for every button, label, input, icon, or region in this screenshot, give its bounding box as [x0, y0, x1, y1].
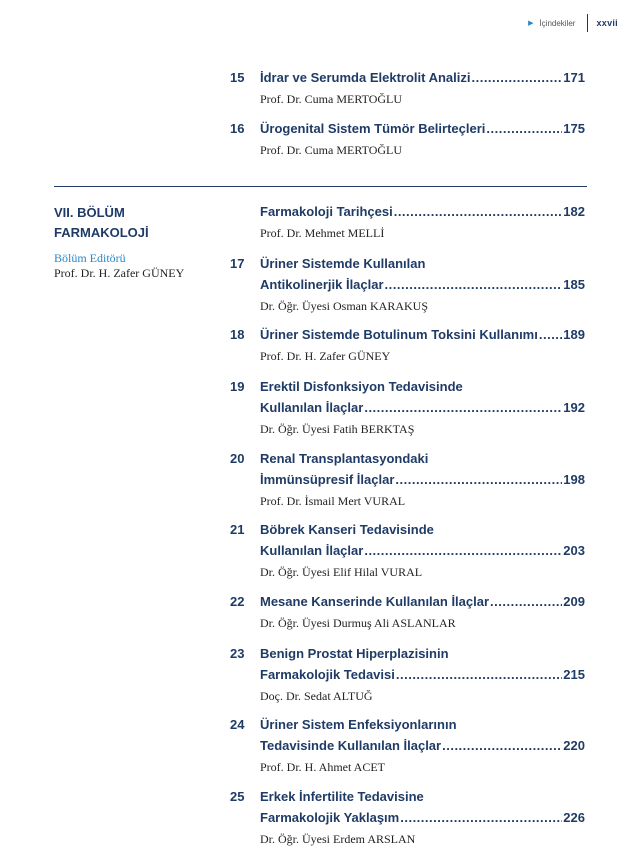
page-ref: 215 [563, 667, 585, 682]
chapter-author: Prof. Dr. Mehmet MELLİ [260, 226, 385, 240]
chapter-title[interactable] [260, 519, 585, 561]
toc-entry[interactable] [230, 519, 585, 581]
page-ref: 185 [563, 277, 585, 292]
chapter-title-line [260, 807, 585, 828]
chapter-title-line [260, 201, 585, 222]
chapter-author: Prof. Dr. Cuma MERTOĞLU [260, 143, 403, 157]
toc-entry[interactable] [230, 591, 585, 632]
chapter-title-text: Ürogenital Sistem Tümör Belirteçleri [260, 121, 486, 136]
section-number: VII. BÖLÜM [54, 205, 125, 220]
chapter-title-text: Üriner Sistem Enfeksiyonlarının [260, 717, 457, 732]
chapter-number: 25 [230, 789, 245, 804]
toc-entry[interactable] [230, 324, 585, 365]
chapter-author: Dr. Öğr. Üyesi Durmuş Ali ASLANLAR [260, 616, 456, 630]
chapter-author: Dr. Öğr. Üyesi Erdem ARSLAN [260, 832, 416, 846]
chapter-author: Dr. Öğr. Üyesi Osman KARAKUŞ [260, 299, 428, 313]
chapter-title[interactable] [260, 376, 585, 418]
chapter-title-text: Erektil Disfonksiyon Tedavisinde [260, 379, 463, 394]
chapter-title-line [260, 397, 585, 418]
chapter-author: Prof. Dr. H. Ahmet ACET [260, 760, 385, 774]
dot-leader [396, 664, 562, 685]
chapter-title-line [260, 469, 585, 490]
section-title: FARMAKOLOJİ [54, 225, 149, 240]
chapter-title-text: Üriner Sistemde Kullanılan [260, 256, 426, 271]
chapter-number: 24 [230, 717, 245, 732]
chapter-title-line [260, 376, 585, 397]
chapter-title-text: Antikolinerjik İlaçlar [260, 277, 384, 292]
triangle-right-icon: ▶ [528, 20, 534, 27]
chapter-title-line [260, 643, 585, 664]
header-label: İçindekiler [539, 18, 576, 28]
dot-leader [394, 201, 563, 222]
toc-entry[interactable] [230, 376, 585, 438]
chapter-title-line [260, 714, 585, 735]
chapter-author: Doç. Dr. Sedat ALTUĞ [260, 689, 373, 703]
chapter-author: Prof. Dr. İsmail Mert VURAL [260, 494, 406, 508]
chapter-title-line [260, 67, 585, 88]
page-ref: 209 [563, 594, 585, 609]
page-ref: 203 [563, 543, 585, 558]
toc-entry[interactable] [230, 714, 585, 776]
chapter-author: Dr. Öğr. Üyesi Elif Hilal VURAL [260, 565, 423, 579]
chapter-title[interactable] [260, 714, 585, 756]
chapter-title-line [260, 274, 585, 295]
header-divider [587, 14, 588, 32]
page-number: xxvii [596, 18, 618, 28]
editor-label: Bölüm Editörü [54, 251, 126, 265]
chapter-title[interactable] [260, 591, 585, 612]
chapter-title[interactable] [260, 324, 585, 345]
chapter-title-line [260, 253, 585, 274]
chapter-title-line [260, 540, 585, 561]
section-divider [54, 186, 587, 187]
chapter-title-text: İdrar ve Serumda Elektrolit Analizi [260, 70, 471, 85]
chapter-number: 15 [230, 70, 245, 85]
chapter-title-text: Renal Transplantasyondaki [260, 451, 429, 466]
dot-leader [539, 324, 562, 345]
dot-leader [490, 591, 562, 612]
chapter-title-text: Böbrek Kanseri Tedavisinde [260, 522, 434, 537]
chapter-title-text: Tedavisinde Kullanılan İlaçlar [260, 738, 442, 753]
chapter-number: 19 [230, 379, 245, 394]
chapter-author: Dr. Öğr. Üyesi Fatih BERKTAŞ [260, 422, 415, 436]
dot-leader [442, 735, 562, 756]
dot-leader [364, 397, 562, 418]
page-ref: 220 [563, 738, 585, 753]
chapter-title[interactable] [260, 643, 585, 685]
dot-leader [486, 118, 562, 139]
chapter-author: Prof. Dr. Cuma MERTOĞLU [260, 92, 403, 106]
chapter-title-line [260, 324, 585, 345]
section-block [54, 203, 224, 281]
chapter-title-line [260, 786, 585, 807]
chapter-title-line [260, 591, 585, 612]
toc-entry[interactable] [230, 67, 585, 108]
toc-entry[interactable] [230, 118, 585, 159]
toc-entry[interactable] [230, 786, 585, 848]
page-ref: 171 [563, 70, 585, 85]
dot-leader [395, 469, 562, 490]
chapter-title-line [260, 118, 585, 139]
chapter-title[interactable] [260, 201, 585, 222]
chapter-title-text: İmmünsüpresif İlaçlar [260, 472, 395, 487]
page-ref: 226 [563, 810, 585, 825]
page-ref: 192 [563, 400, 585, 415]
chapter-title-line [260, 448, 585, 469]
dot-leader [471, 67, 562, 88]
chapter-number: 18 [230, 327, 245, 342]
chapter-title-text: Farmakolojik Tedavisi [260, 667, 395, 682]
chapter-title[interactable] [260, 786, 585, 828]
chapter-title[interactable] [260, 118, 585, 139]
chapter-title[interactable] [260, 67, 585, 88]
chapter-title-line [260, 519, 585, 540]
chapter-title-line [260, 664, 585, 685]
chapter-title-text: Üriner Sistemde Botulinum Toksini Kullanımı [260, 327, 538, 342]
page-ref: 175 [563, 121, 585, 136]
dot-leader [400, 807, 562, 828]
chapter-number: 21 [230, 522, 245, 537]
chapter-author: Prof. Dr. H. Zafer GÜNEY [260, 349, 391, 363]
chapter-title-text: Erkek İnfertilite Tedavisine [260, 789, 424, 804]
chapter-number: 20 [230, 451, 245, 466]
dot-leader [385, 274, 563, 295]
chapter-number: 23 [230, 646, 245, 661]
chapter-title-text: Kullanılan İlaçlar [260, 400, 364, 415]
page-header [528, 14, 618, 32]
chapter-title-text: Benign Prostat Hiperplazisinin [260, 646, 449, 661]
page-ref: 198 [563, 472, 585, 487]
page-ref: 189 [563, 327, 585, 342]
chapter-title[interactable] [260, 448, 585, 490]
page-ref: 182 [563, 204, 585, 219]
chapter-title[interactable] [260, 253, 585, 295]
dot-leader [364, 540, 562, 561]
editor-name: Prof. Dr. H. Zafer GÜNEY [54, 266, 185, 280]
toc-entry[interactable] [230, 253, 585, 315]
chapter-title-text: Farmakoloji Tarihçesi [260, 204, 393, 219]
chapter-number: 17 [230, 256, 245, 271]
chapter-title-text: Kullanılan İlaçlar [260, 543, 364, 558]
toc-entry[interactable] [230, 201, 585, 242]
toc-entry[interactable] [230, 643, 585, 705]
toc-entry[interactable] [230, 448, 585, 510]
chapter-number: 16 [230, 121, 245, 136]
chapter-title-text: Mesane Kanserinde Kullanılan İlaçlar [260, 594, 490, 609]
chapter-title-text: Farmakolojik Yaklaşım [260, 810, 400, 825]
chapter-title-line [260, 735, 585, 756]
chapter-number: 22 [230, 594, 245, 609]
